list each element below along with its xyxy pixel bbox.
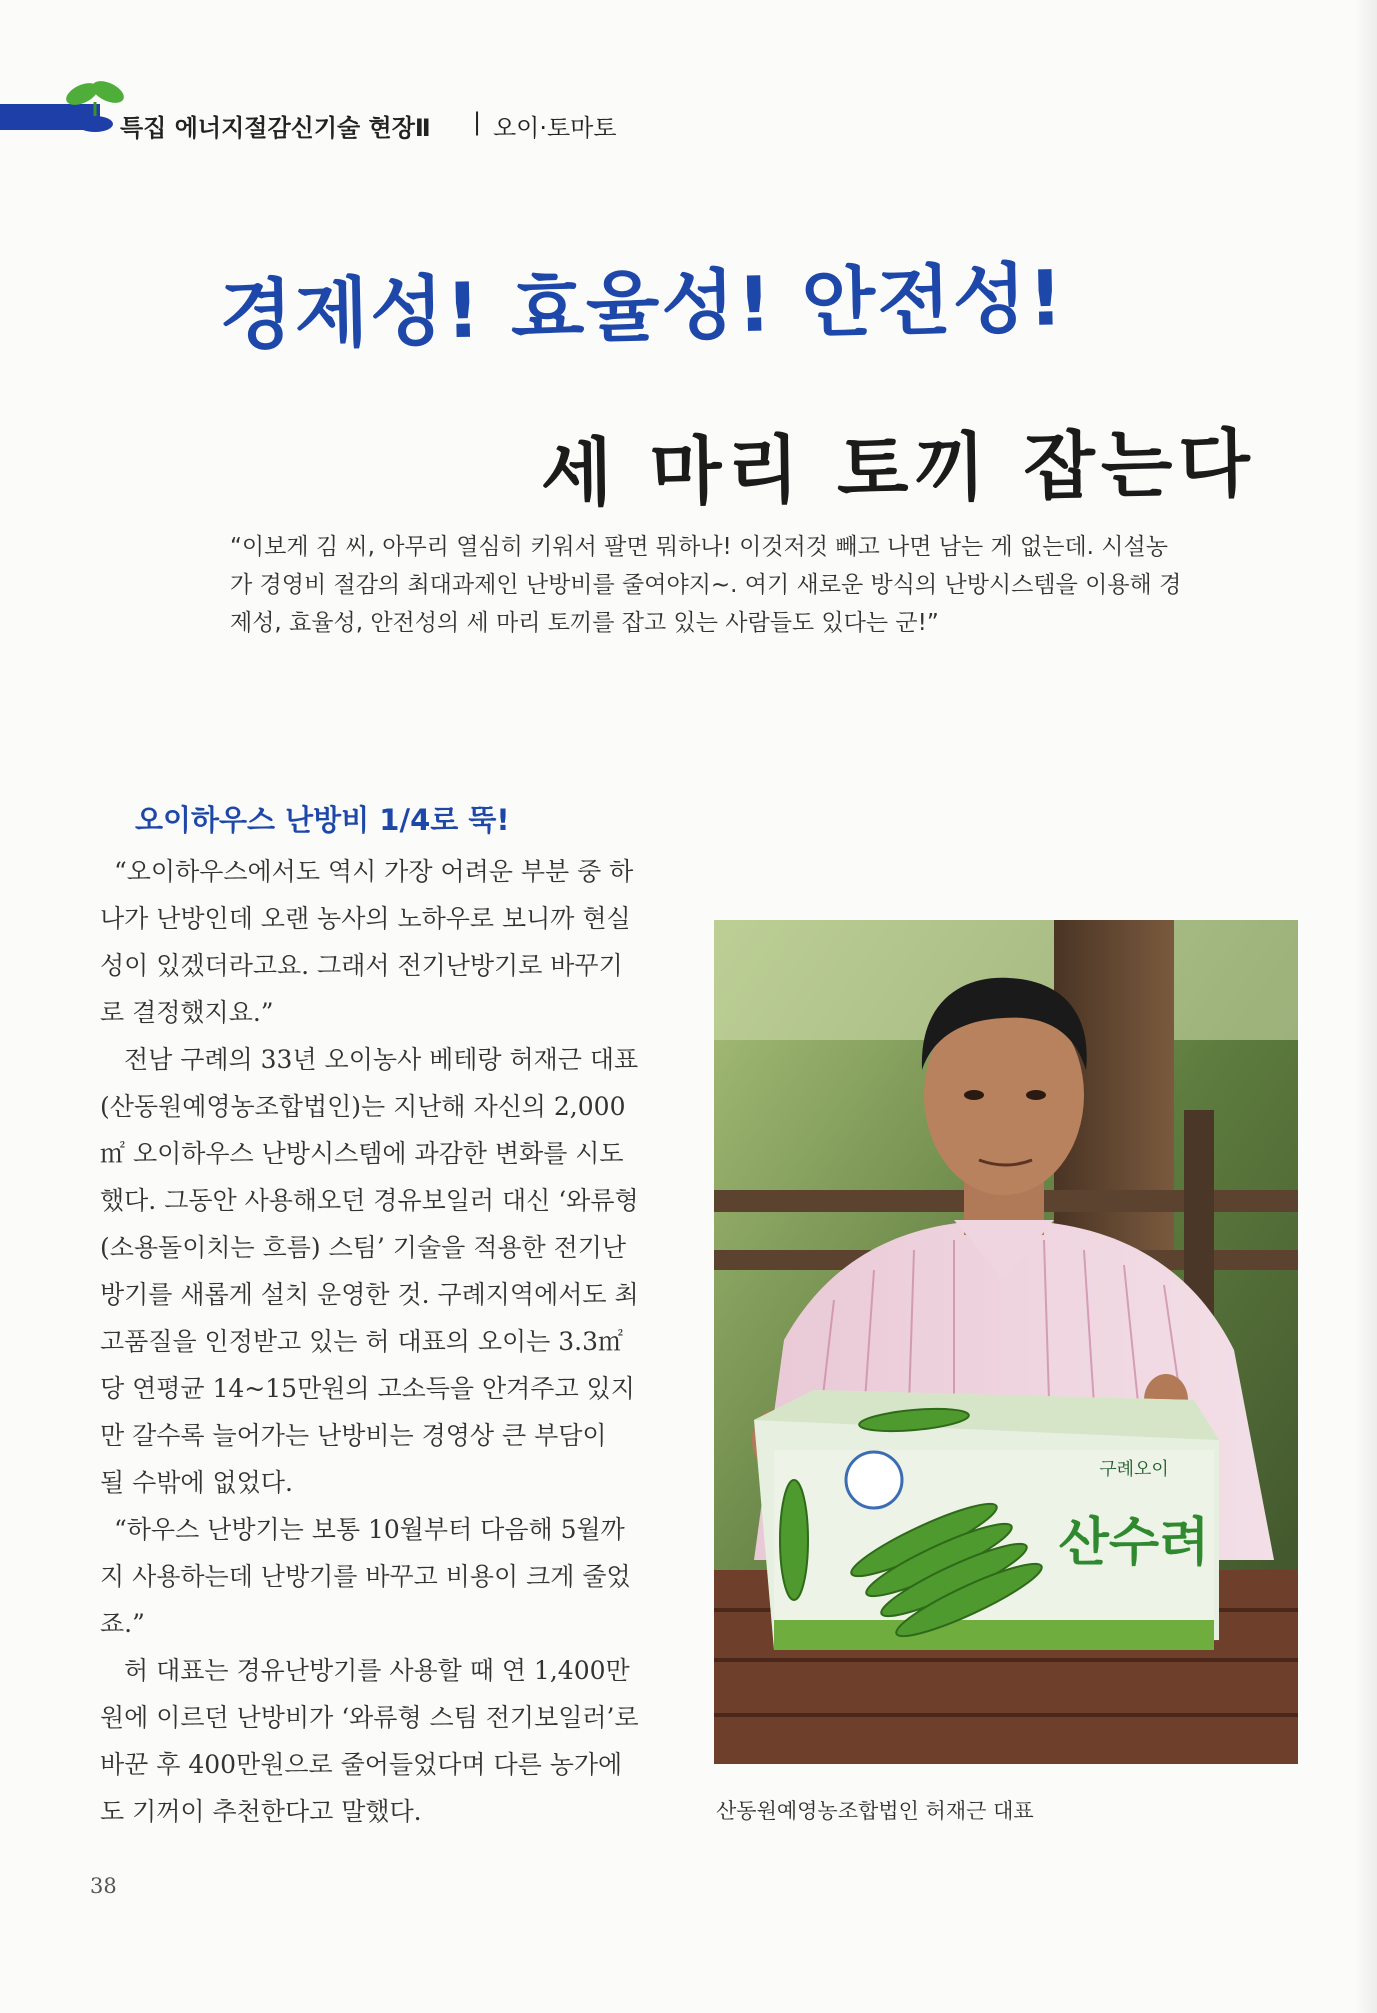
section-header-separator: |: [473, 108, 482, 136]
body-line: “하우스 난방기는 보통 10월부터 다음해 5월까: [114, 1515, 625, 1544]
body-line: 방기를 새롭게 설치 운영한 것. 구례지역에서도 최: [100, 1280, 639, 1309]
article-body: [100, 848, 680, 1835]
body-line: 바꾼 후 400만원으로 줄어들었다며 다른 농가에: [100, 1750, 623, 1779]
portrait-photo: [714, 920, 1298, 1764]
body-line: 당 연평균 14~15만원의 고소득을 안겨주고 있지: [100, 1374, 635, 1403]
body-line: 도 기꺼이 추천한다고 말했다.: [100, 1797, 422, 1826]
body-line: (소용돌이치는 흐름) 스팀’ 기술을 적용한 전기난: [100, 1233, 627, 1262]
box-brand-label: 산수려: [1058, 1513, 1210, 1573]
box-region-label: 구례오이: [1099, 1459, 1169, 1480]
body-line: 했다. 그동안 사용해오던 경유보일러 대신 ‘와류형: [100, 1186, 639, 1215]
section-header-title: 특집 에너지절감신기술 현장Ⅱ: [120, 114, 431, 142]
body-line: 될 수밖에 없었다.: [100, 1468, 293, 1497]
photo-caption: 산동원예영농조합법인 허재근 대표: [716, 1799, 1034, 1823]
page-edge-shadow: [1355, 0, 1377, 2013]
section-header-subtitle: 오이·토마토: [493, 114, 617, 142]
body-line: 고품질을 인정받고 있는 허 대표의 오이는 3.3㎡: [100, 1327, 623, 1356]
section-heading: 오이하우스 난방비 1/4로 뚝!: [135, 803, 510, 837]
body-line: 죠.”: [100, 1609, 145, 1638]
body-line: 나가 난방인데 오랜 농사의 노하우로 보니까 현실: [100, 904, 631, 933]
body-line: ㎡ 오이하우스 난방시스템에 과감한 변화를 시도: [100, 1139, 624, 1168]
body-line: 원에 이르던 난방비가 ‘와류형 스팀 전기보일러’로: [100, 1703, 639, 1732]
body-line: 성이 있겠더라고요. 그래서 전기난방기로 바꾸기: [100, 951, 623, 980]
lede-line: 가 경영비 절감의 최대과제인 난방비를 줄여야지~. 여기 새로운 방식의 난방시스템을 이용해 경: [230, 572, 1182, 598]
headline-line-2: 세 마리 토끼 잡는다: [540, 421, 1257, 517]
lede-line: 제성, 효율성, 안전성의 세 마리 토끼를 잡고 있는 사람들도 있다는 군!”: [230, 610, 939, 636]
body-line: 만 갈수록 늘어가는 난방비는 경영상 큰 부담이: [100, 1421, 607, 1450]
lede-line: “이보게 김 씨, 아무리 열심히 키워서 팔면 뭐하나! 이것저것 빼고 나면 남는 게 없는데. 시설농: [230, 534, 1168, 560]
body-line: 로 결정했지요.”: [100, 998, 274, 1027]
page-number: 38: [90, 1874, 117, 1898]
sprout-icon: [62, 76, 128, 132]
body-line: (산동원예영농조합법인)는 지난해 자신의 2,000: [100, 1092, 626, 1121]
body-line: 전남 구례의 33년 오이농사 베테랑 허재근 대표: [124, 1045, 639, 1074]
headline-line-1: 경제성! 효율성! 안전성!: [218, 253, 1066, 360]
body-line: 허 대표는 경유난방기를 사용할 때 연 1,400만: [124, 1656, 630, 1685]
body-line: 지 사용하는데 난방기를 바꾸고 비용이 크게 줄었: [100, 1562, 631, 1591]
body-line: “오이하우스에서도 역시 가장 어려운 부분 중 하: [114, 857, 634, 886]
lede-paragraph: [230, 528, 1210, 642]
